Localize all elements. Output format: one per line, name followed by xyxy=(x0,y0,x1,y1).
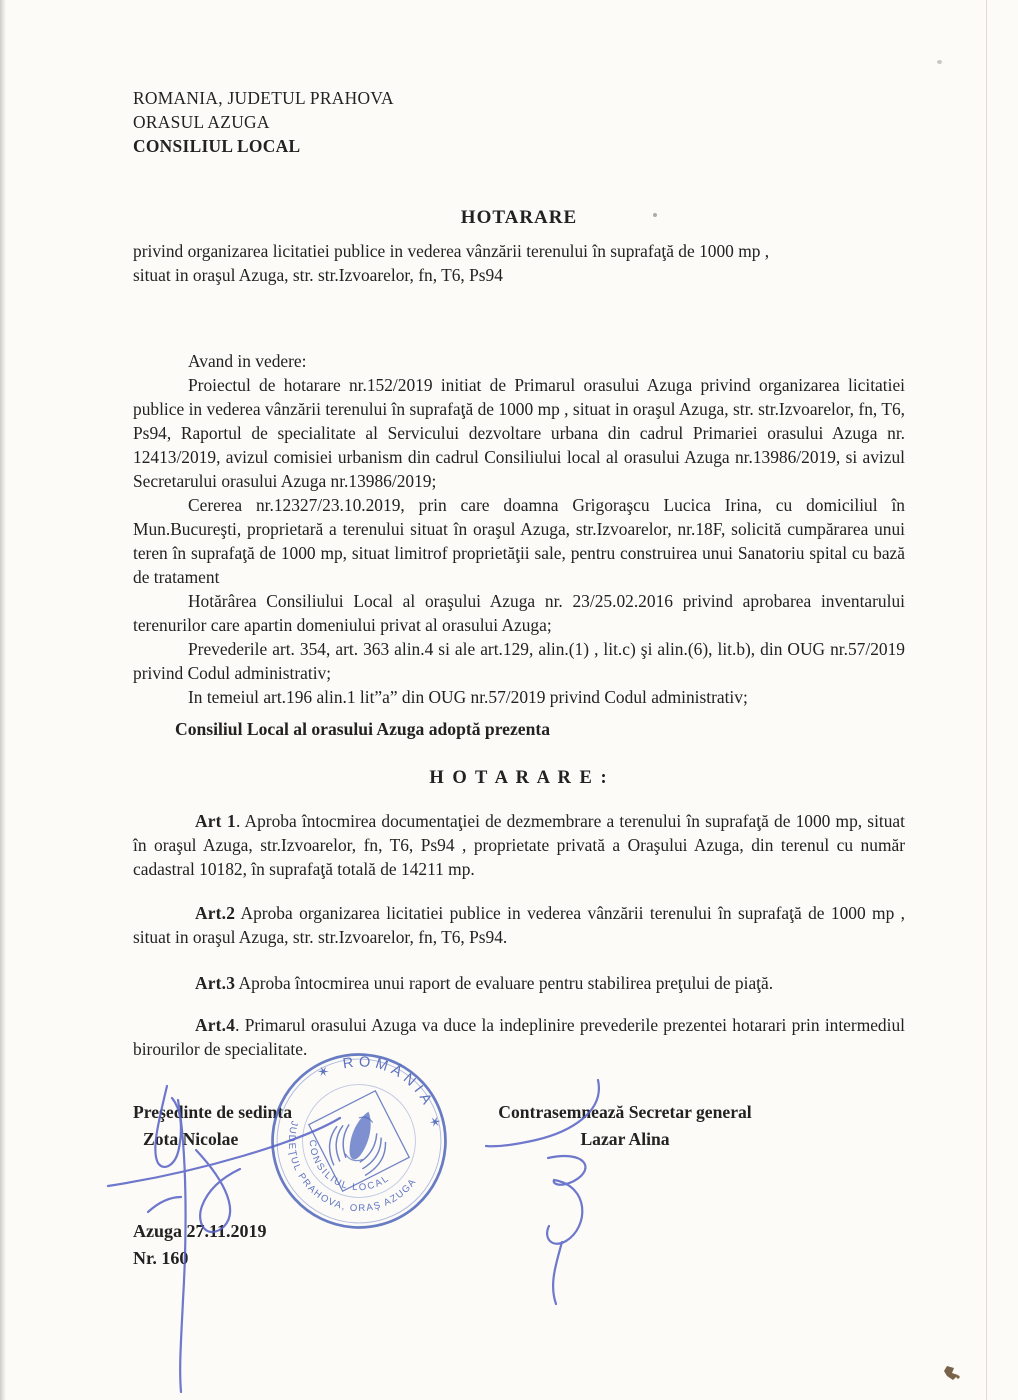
scan-edge-shadow xyxy=(0,0,6,1400)
scan-edge-line xyxy=(986,0,987,1400)
letterhead-council-line: CONSILIUL LOCAL xyxy=(133,136,301,156)
document-body xyxy=(133,86,905,1159)
official-round-stamp-icon xyxy=(268,1050,450,1232)
article-1-text: . Aproba întocmirea documentaţiei de dezmembrare a terenului în suprafaţă de 1000 mp, situat în oraşul Azuga, str.Izvoarelor, fn, T6, Ps94 , proprietate privată a Oraşului Azuga, din terenul cu număr cadastral 10182, în suprafaţă totală de 14211 mp. xyxy=(133,811,905,879)
article-3-label: Art.3 xyxy=(195,973,236,993)
article-1-label: Art 1 xyxy=(195,811,236,831)
stamp-country-text: ✶ ROMÂNIA ✶ xyxy=(314,1054,444,1134)
article-2-text: Aproba organizarea licitatiei publice in vederea vânzării terenului în suprafaţă de 1000 mp , situat in oraşul Azuga, str. str.Izvoarelor, fn, T6, Ps94. xyxy=(133,903,905,947)
document-footer xyxy=(133,1218,267,1272)
article-4-label: Art.4 xyxy=(195,1015,236,1035)
preamble-paragraph: Prevederile art. 354, art. 363 alin.4 si ale art.129, alin.(1) , lit.c) şi alin.(6), lit.b), din OUG nr.57/2019 privind Codul administrativ; xyxy=(133,639,905,683)
subtitle-line-2: situat in oraşul Azuga, str. str.Izvoarelor, fn, T6, Ps94 xyxy=(133,265,503,285)
preamble-paragraph: In temeiul art.196 alin.1 lit”a” din OUG nr.57/2019 privind Codul administrativ; xyxy=(188,687,748,707)
footer-number: Nr. 160 xyxy=(133,1248,189,1268)
secretary-role: Contrasemnează Secretar general xyxy=(498,1102,752,1122)
enacting-heading: H O T A R A R E : xyxy=(429,768,609,788)
preamble-paragraph: Proiectul de hotarare nr.152/2019 initiat de Primarul orasului Azuga privind organizarea licitatiei publice in vederea vânzării terenului în suprafaţă de 1000 mp , situat in oraşul Azuga, str. str.Izvoarelor, fn, T6, Ps94, Raportul de specialitate al Servicului dezvoltare urbana din cadrul Primariei orasului Azuga nr. 12413/2019, avizul comisiei urbanism din cadrul Consiliului local al orasului Azuga nr.13986/2019, si avizul Secretarului orasului Azuga nr.13986/2019; xyxy=(133,375,905,491)
document-subtitle xyxy=(133,239,905,287)
scan-speck-bottom-right xyxy=(944,1366,960,1380)
article-2 xyxy=(133,901,905,949)
article-3-text: Aproba întocmirea unui raport de evaluare pentru stabilirea preţului de piaţă. xyxy=(235,973,774,993)
article-2-label: Art.2 xyxy=(195,903,236,923)
preamble-paragraph: Cererea nr.12327/23.10.2019, prin care doamna Grigoraşcu Lucica Irina, cu domiciliul în Mun.Bucureşti, proprietară a terenului situat în oraşul Azuga, str.Izvoarelor, nr.18F, solicită cumpărarea unui teren în suprafaţă de 1000 mp, situat limitrof proprietăţii sale, pentru construirea unui Sanatoriu spital cu bază de tratament xyxy=(133,495,905,587)
letterhead-city-line: ORASUL AZUGA xyxy=(133,112,270,132)
scan-speck xyxy=(937,60,942,64)
letterhead-country-line: ROMANIA, JUDETUL PRAHOVA xyxy=(133,88,394,108)
preamble-paragraph: Hotărârea Consiliului Local al oraşului Azuga nr. 23/25.02.2016 privind aprobarea inventarului terenurilor care apartin domeniului privat al orasului Azuga; xyxy=(133,591,905,635)
enacting-clause: Consiliul Local al orasului Azuga adoptă prezenta xyxy=(175,719,551,739)
article-1 xyxy=(133,809,905,881)
footer-place-date: Azuga 27.11.2019 xyxy=(133,1221,267,1241)
signature-block xyxy=(133,1099,905,1159)
document-title: HOTARARE xyxy=(460,207,578,228)
secretary-name: Lazar Alina xyxy=(580,1129,670,1149)
president-role: Preşedinte de sedinta xyxy=(133,1102,292,1122)
preamble-section xyxy=(133,349,905,709)
president-name: Zota Nicolae xyxy=(143,1129,239,1149)
stamp-inner-text: CONSILIUL LOCAL xyxy=(306,1139,392,1194)
article-4-text: . Primarul orasului Azuga va duce la indeplinire prevederile prezentei hotarari prin intermediul birourilor de specialitate. xyxy=(133,1015,905,1059)
subtitle-line-1: privind organizarea licitatiei publice in vederea vânzării terenului în suprafaţă de 1000 mp , xyxy=(133,241,770,261)
preamble-intro: Avand in vedere: xyxy=(188,351,307,371)
article-4 xyxy=(133,1013,905,1061)
article-3 xyxy=(133,971,905,995)
letterhead xyxy=(133,86,905,158)
secretary-signature-block xyxy=(475,1099,775,1153)
stamp-ring-text: JUDEŢUL PRAHOVA, ORAŞ AZUGA xyxy=(285,1119,419,1215)
